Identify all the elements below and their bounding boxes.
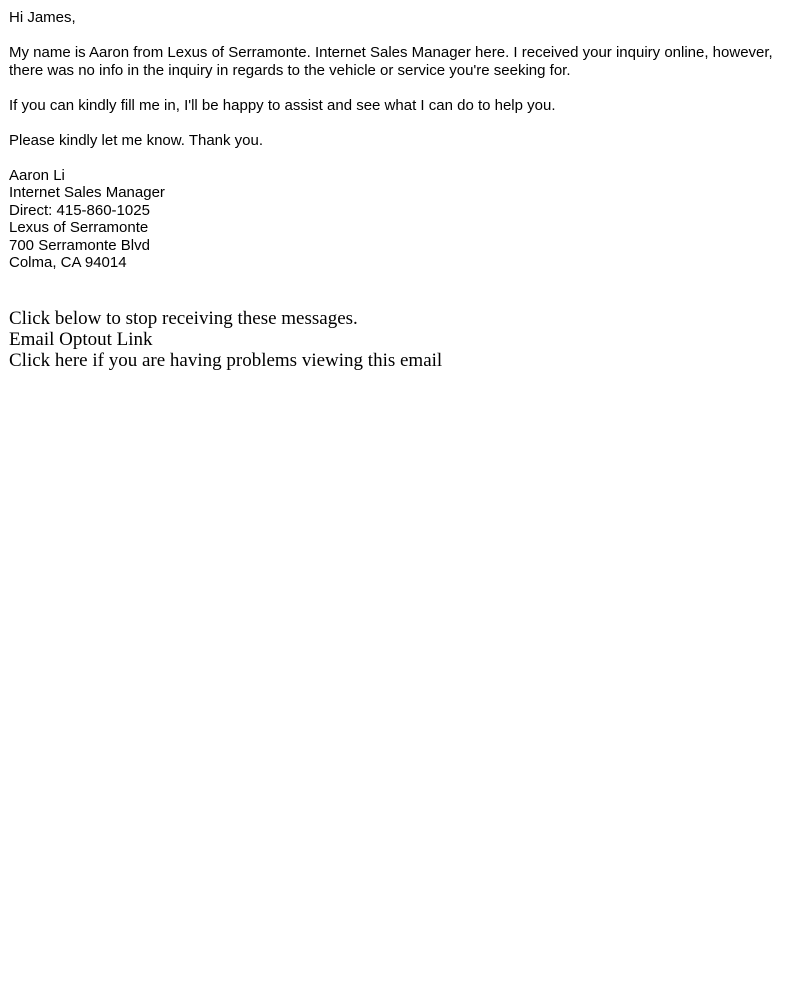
paragraph-request — [9, 97, 791, 115]
greeting — [9, 9, 791, 27]
paragraph-request-text: If you can kindly fill me in, I'll be happy to assist and see what I can do to help you. — [9, 96, 556, 114]
signature-company: Lexus of Serramonte — [9, 219, 149, 236]
email-optout-link[interactable]: Email Optout Link — [9, 328, 153, 350]
paragraph-intro — [9, 44, 791, 79]
signature-name: Aaron Li — [9, 166, 65, 184]
signature-block — [9, 167, 791, 272]
email-body — [9, 9, 791, 371]
view-problem-link[interactable]: Click here if you are having problems viewing this email — [9, 349, 443, 371]
paragraph-intro-text: My name is Aaron from Lexus of Serramonte. Internet Sales Manager here. I received your inquiry online, however, there was no info in the inquiry in regards to the vehicle or service you're seeking for. — [9, 44, 773, 79]
signature-address-line2: Colma, CA 94014 — [9, 254, 127, 271]
stop-receiving-text: Click below to stop receiving these messages. — [9, 307, 358, 329]
paragraph-closing — [9, 132, 791, 150]
signature-address-line1: 700 Serramonte Blvd — [9, 236, 150, 254]
greeting-text: Hi James, — [9, 9, 76, 26]
signature-direct-phone: Direct: 415-860-1025 — [9, 201, 150, 219]
paragraph-closing-text: Please kindly let me know. Thank you. — [9, 131, 264, 149]
email-footer — [9, 308, 791, 371]
signature-title: Internet Sales Manager — [9, 184, 165, 201]
